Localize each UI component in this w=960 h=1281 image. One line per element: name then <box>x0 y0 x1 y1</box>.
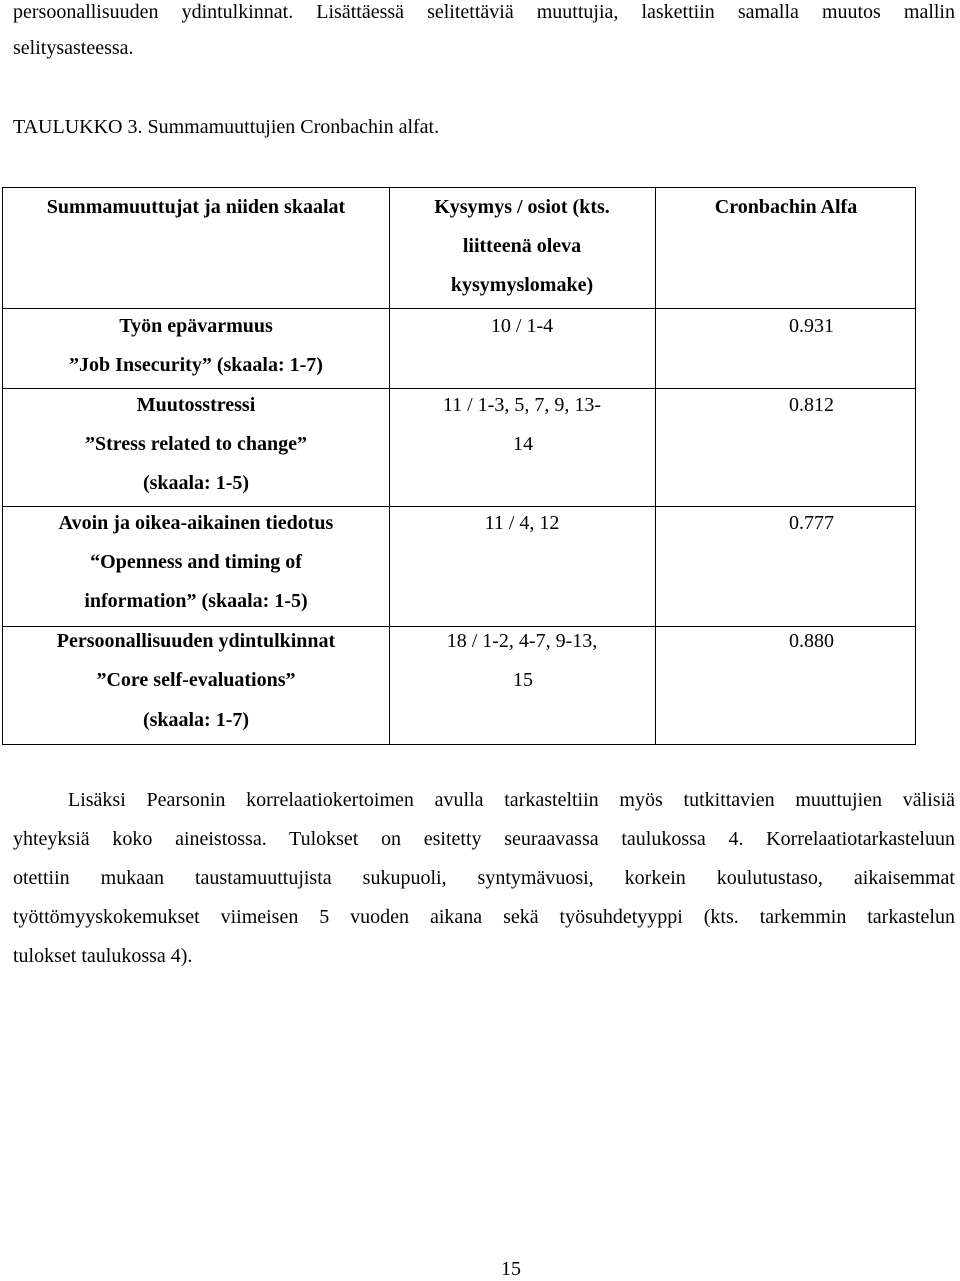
row-4-scale: (skaala: 1-7) <box>142 709 250 731</box>
row-2-alpha: 0.812 <box>789 394 834 416</box>
intro-line-1: persoonallisuuden ydintulkinnat. Lisättäessä selitettäviä muuttujia, laskettiin samalla muutos mallin <box>13 1 955 23</box>
quote-mark: ” <box>84 433 95 455</box>
row-4-name-fi: Persoonallisuuden ydintulkinnat <box>56 630 336 652</box>
paragraph-line-5: tulokset taulukossa 4). <box>13 945 193 967</box>
header-items-line-3: kysymyslomake) <box>450 274 594 296</box>
row-4-items-line-1: 18 / 1-2, 4-7, 9-13, <box>446 630 598 652</box>
row-4-name-en-text: Core self-evaluations <box>106 669 286 691</box>
paragraph-line-1: Lisäksi Pearsonin korrelaatiokertoimen avulla tarkasteltiin myös tutkittavien muuttujien välisiä <box>68 789 955 811</box>
row-3-name-en-line-2 <box>3 582 389 621</box>
row-4-alpha: 0.880 <box>789 630 834 652</box>
row-3-alpha: 0.777 <box>789 512 834 534</box>
header-items-line-1: Kysymys / osiot (kts. <box>434 196 610 218</box>
row-3-name-fi: Avoin ja oikea-aikainen tiedotus <box>58 512 334 534</box>
quote-mark: ” <box>201 354 212 376</box>
row-4-items-line-2: 15 <box>513 669 533 691</box>
row-1-name-fi: Työn epävarmuus <box>119 315 273 337</box>
row-2-name-en-text: Stress related to change <box>94 433 297 455</box>
row-2-items-line-1: 11 / 1-3, 5, 7, 9, 13- <box>442 394 602 416</box>
quote-mark: ” <box>186 590 197 612</box>
paragraph-line-4: työttömyyskokemukset viimeisen 5 vuoden aikana sekä työsuhdetyyppi (kts. tarkemmin tarkastelun <box>13 906 955 928</box>
row-3-scale: (skaala: 1-5) <box>201 590 308 612</box>
cronbach-table <box>2 187 916 745</box>
column-divider <box>655 188 656 744</box>
row-3-name-en-line-1 <box>3 543 389 582</box>
row-1-name-en-text: Job Insecurity <box>79 354 202 376</box>
row-4-name-en <box>3 661 389 700</box>
row-2-name-en <box>3 425 389 464</box>
row-1-name-en <box>3 346 389 385</box>
quote-mark: ” <box>297 433 307 455</box>
header-variables: Summamuuttujat ja niiden skaalat <box>46 196 346 218</box>
row-3-items: 11 / 4, 12 <box>484 512 560 534</box>
intro-line-2: selitysasteessa. <box>13 37 134 59</box>
header-items-line-2: liitteenä oleva <box>462 235 582 257</box>
row-1-alpha: 0.931 <box>789 315 834 337</box>
row-3-name-en-text: Openness and timing of <box>100 551 302 573</box>
page-number: 15 <box>501 1258 521 1280</box>
paragraph-line-2: yhteyksiä koko aineistossa. Tulokset on esitetty seuraavassa taulukossa 4. Korrelaatiotarkasteluun <box>13 828 955 850</box>
row-2-items-line-2: 14 <box>513 433 533 455</box>
table-caption: TAULUKKO 3. Summamuuttujien Cronbachin alfat. <box>13 116 440 138</box>
header-alpha: Cronbachin Alfa <box>714 196 858 218</box>
row-2-name-fi: Muutosstressi <box>136 394 256 416</box>
row-3-name-en-text-2: information <box>84 590 187 612</box>
quote-mark: ” <box>96 669 107 691</box>
row-2-scale: (skaala: 1-5) <box>142 472 250 494</box>
quote-mark: ” <box>285 669 296 691</box>
paragraph-line-3: otettiin mukaan taustamuuttujista sukupuoli, syntymävuosi, korkein koulutustaso, aikaisemmat <box>13 867 955 889</box>
row-1-items: 10 / 1-4 <box>490 315 554 337</box>
row-1-scale: (skaala: 1-7) <box>216 354 323 376</box>
quote-mark: “ <box>90 551 101 573</box>
quote-mark: ” <box>69 354 80 376</box>
